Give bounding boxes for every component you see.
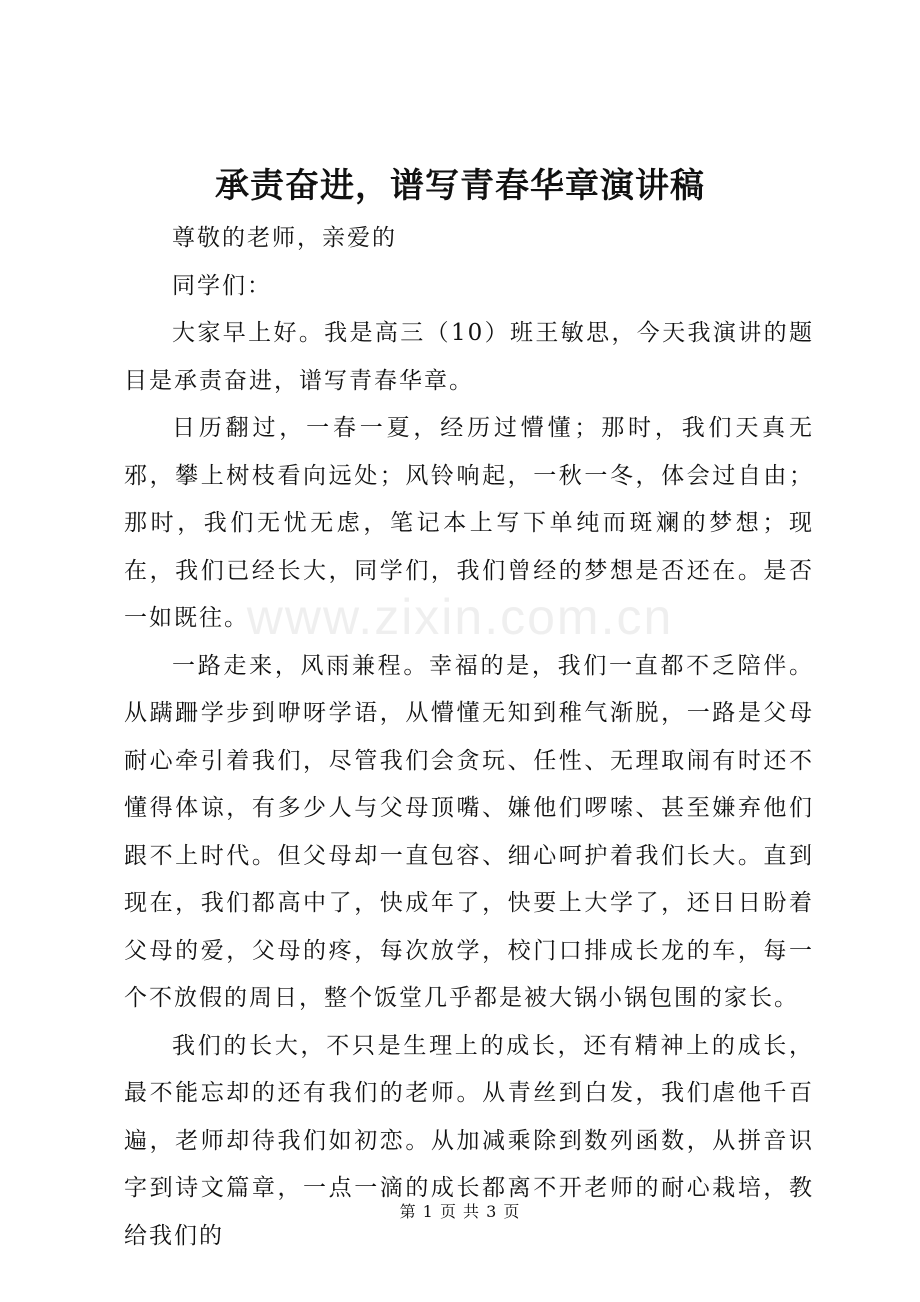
page-number-footer: 第 1 页 共 3 页 bbox=[399, 1202, 521, 1221]
watermark: www.zixin.com.cn bbox=[246, 589, 674, 645]
paragraph: 尊敬的老师，亲爱的 bbox=[172, 225, 397, 251]
paragraph: 日历翻过，一春一夏，经历过懵懂；那时，我们天真无邪，攀上树枝看向远处；风铃响起，一秋一冬，体会过自由；那时，我们无忧无虑，笔记本上写下单纯而斑斓的梦想；现在，我们已经长大，同学们，我们曾经的梦想是否还在。是否一如既往。 bbox=[124, 415, 814, 631]
paragraph: 大家早上好。我是高三（10）班王敏思，今天我演讲的题目是承责奋进，谱写青春华章。 bbox=[124, 320, 814, 394]
paragraph: 同学们： bbox=[172, 272, 272, 299]
paragraph: 我们的长大，不只是生理上的成长，还有精神上的成长，最不能忘却的还有我们的老师。从青丝到白发，我们虐他千百遍，老师却待我们如初恋。从加减乘除到数列函数，从拼音识字到诗文篇章，一点一滴的成长都离不开老师的耐心栽培，教给我们的 bbox=[124, 1032, 814, 1249]
paragraph: 一路走来，风雨兼程。幸福的是，我们一直都不乏陪伴。从蹒跚学步到咿呀学语，从懵懂无知到稚气渐脱，一路是父母耐心牵引着我们，尽管我们会贪玩、任性、无理取闹有时还不懂得体谅，有多少人与父母顶嘴、嫌他们啰嗦、甚至嫌弃他们跟不上时代。但父母却一直包容、细心呵护着我们长大。直到现在，我们都高中了，快成年了，快要上大学了，还日日盼着父母的爱，父母的疼，每次放学，校门口排成长龙的车，每一个不放假的周日，整个饭堂几乎都是被大锅小锅包围的家长。 bbox=[124, 652, 814, 1011]
document-body bbox=[124, 215, 814, 1260]
document-title: 承责奋进，谱写青春华章演讲稿 bbox=[215, 166, 705, 206]
